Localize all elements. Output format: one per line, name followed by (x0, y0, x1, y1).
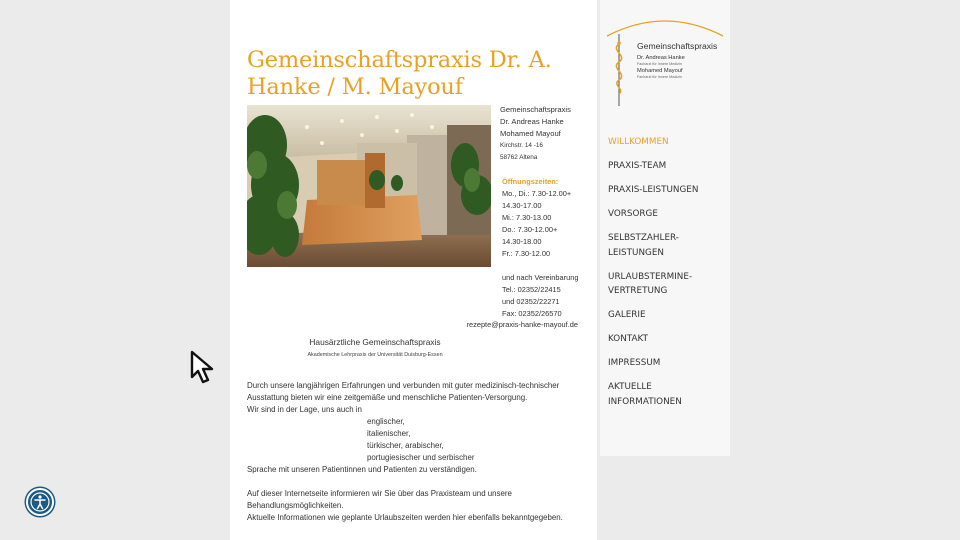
subheading: Hausärztliche Gemeinschaftspraxis (309, 337, 441, 347)
nav-item-vorsorge[interactable]: VORSORGE (608, 209, 658, 219)
logo-doctor1: Dr. Andreas Hanke (637, 55, 685, 61)
address-street: Kirchstr. 14 -16 (500, 142, 543, 149)
contact-block (502, 272, 578, 320)
language-item: türkischer, arabischer, (367, 441, 444, 450)
practice-logo[interactable] (605, 14, 727, 110)
opening-hours (502, 176, 571, 260)
opening-hours-line: Mo., Di.: 7.30-12.00+ (502, 189, 572, 198)
nav-item-aktuelle-informationen[interactable]: AKTUELLE INFORMATIONEN (608, 382, 682, 407)
intro-paragraph: Aktuelle Informationen wie geplante Urlaubszeiten werden hier ebenfalls bekanntgegeben. (247, 513, 563, 522)
page-title (247, 47, 592, 101)
nav-item-galerie[interactable]: GALERIE (608, 310, 646, 320)
opening-hours-line: Fr.: 7.30-12.00 (502, 249, 551, 258)
page-title-line2: Hanke / M. Mayouf (247, 74, 463, 100)
subheading-small: Akademische Lehrpraxis der Universität Duisburg-Essen (307, 352, 443, 358)
language-item: portugiesischer und serbischer (367, 453, 475, 462)
logo-name: Gemeinschaftspraxis (637, 41, 718, 51)
main-navigation (608, 135, 726, 419)
opening-hours-line: Do.: 7.30-12.00+ (502, 225, 558, 234)
main-content (230, 0, 597, 540)
address-doctor2: Mohamed Mayouf (500, 129, 561, 138)
logo-doctor2: Mohamed Mayouf (637, 68, 683, 74)
opening-hours-line: Mi.: 7.30-13.00 (502, 213, 552, 222)
opening-hours-line: 14.30-17.00 (502, 201, 542, 210)
intro-paragraph: Durch unsere langjährigen Erfahrungen und verbunden mit guter medizinisch-technischer Ausstattung bieten wir eine zeitgemäße und menschliche Patienten-Versorgung. (247, 381, 560, 402)
page-title-line1: Gemeinschaftspraxis Dr. A. (247, 47, 552, 73)
intro-paragraph: Wir sind in der Lage, uns auch in (247, 405, 362, 414)
opening-hours-heading: Öffnungszeiten: (502, 177, 559, 186)
contact-email-link[interactable]: rezepte@praxis-hanke-mayouf.de (466, 320, 578, 329)
language-item: englischer, (367, 417, 405, 426)
contact-phone[interactable]: Tel.: 02352/22415 (502, 285, 561, 294)
address-block (500, 104, 571, 164)
logo-doctor1-title: Facharzt für Innere Medizin (637, 62, 682, 66)
address-city: 58762 Altena (500, 154, 538, 161)
intro-paragraph: Sprache mit unseren Patientinnen und Patienten zu verständigen. (247, 465, 477, 474)
contact-phone[interactable]: und 02352/22271 (502, 297, 560, 306)
contact-fax: Fax: 02352/26570 (502, 309, 562, 318)
nav-item-impressum[interactable]: IMPRESSUM (608, 358, 661, 368)
opening-hours-line: 14.30-18.00 (502, 237, 542, 246)
nav-item-praxis-team[interactable]: PRAXIS-TEAM (608, 161, 667, 171)
intro-paragraph: Auf dieser Internetseite informieren wir Sie über das Praxisteam und unsere Behandlungsmöglichkeiten. (247, 489, 512, 510)
intro-text (247, 380, 592, 524)
contact-line: und nach Vereinbarung (502, 273, 579, 282)
mouse-pointer-icon (189, 350, 223, 386)
nav-item-praxis-leistungen[interactable]: PRAXIS-LEISTUNGEN (608, 185, 699, 195)
nav-item-urlaubstermine-vertretung[interactable]: URLAUBSTERMINE- VERTRETUNG (608, 271, 693, 296)
nav-item-kontakt[interactable]: KONTAKT (608, 334, 648, 344)
logo-doctor2-title: Facharzt für Innere Medizin (637, 75, 682, 79)
language-item: italienischer, (367, 429, 411, 438)
address-name: Gemeinschaftspraxis (500, 105, 571, 114)
nav-item-selbstzahler-leistungen[interactable]: SELBSTZAHLER- LEISTUNGEN (608, 233, 679, 258)
nav-item-willkommen[interactable]: WILLKOMMEN (608, 137, 669, 147)
address-doctor1: Dr. Andreas Hanke (500, 117, 564, 126)
practice-reception-photo (247, 105, 491, 267)
accessibility-icon[interactable] (26, 488, 54, 516)
